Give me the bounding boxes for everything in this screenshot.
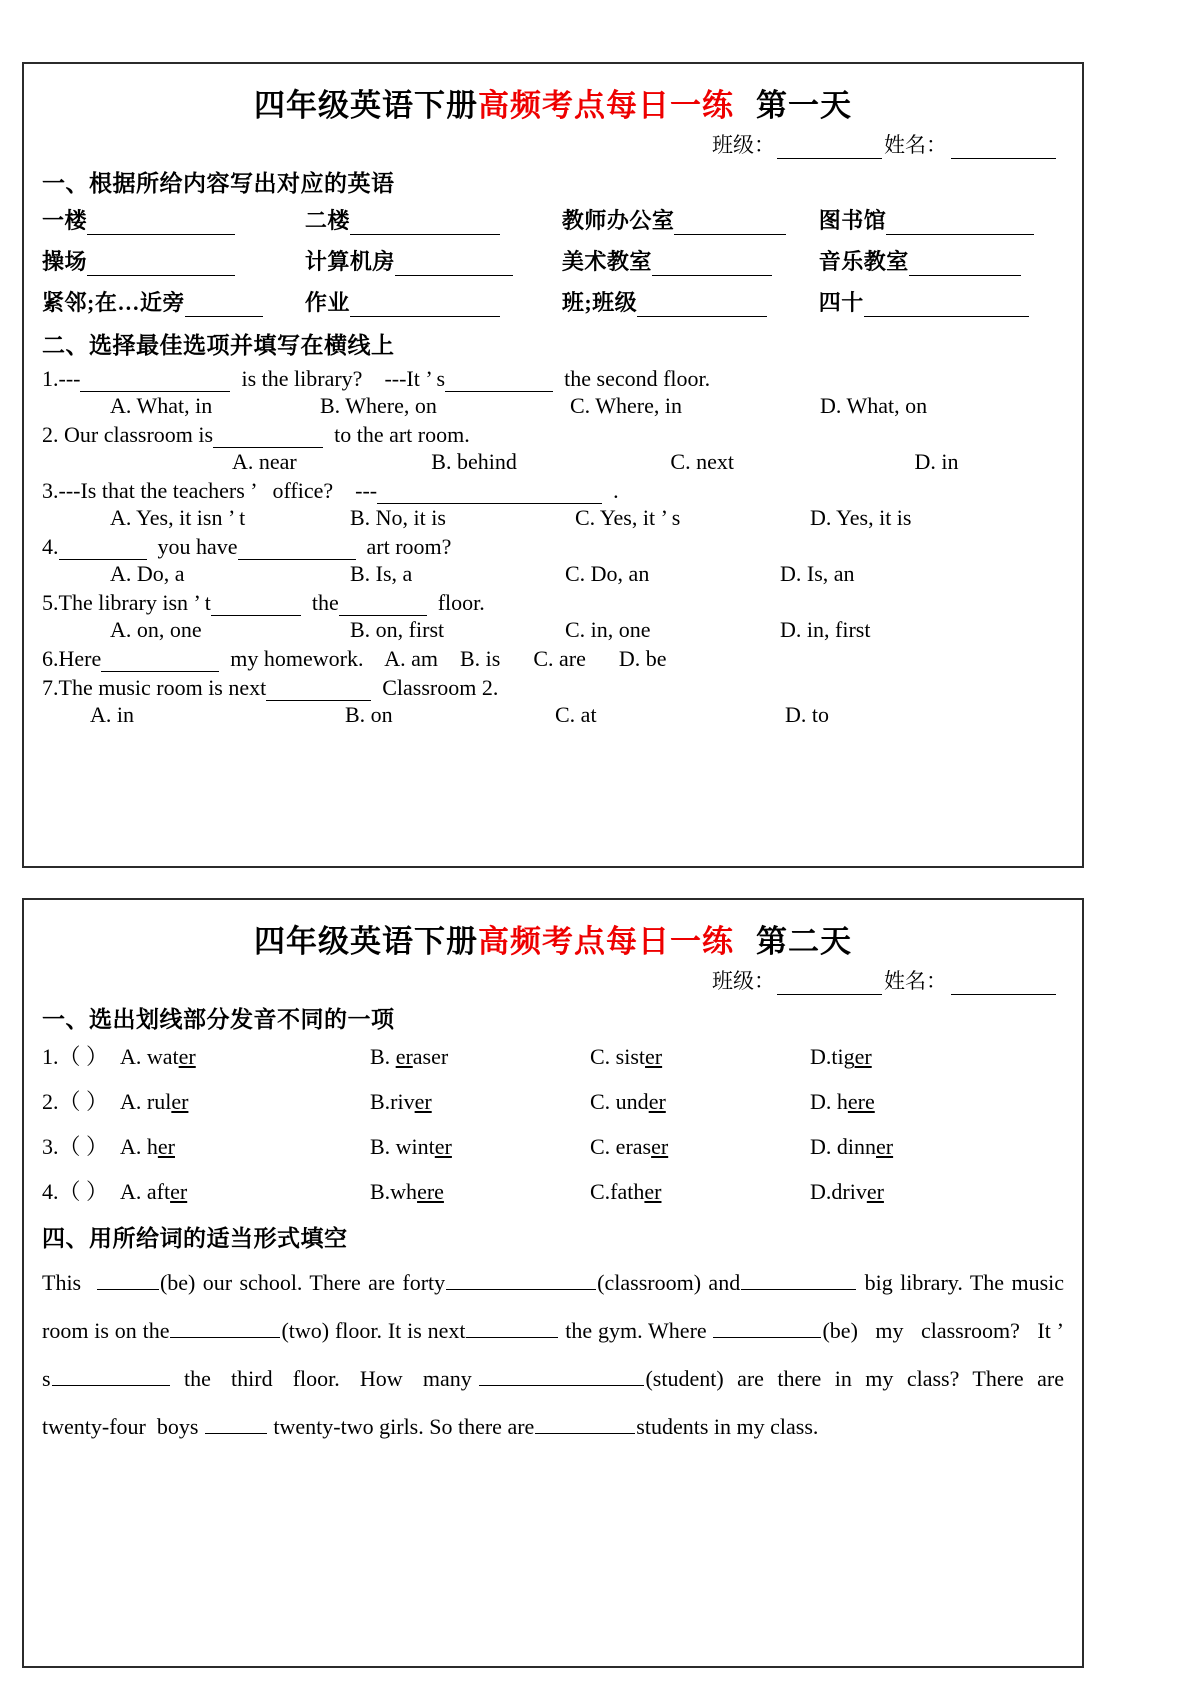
answer-blank[interactable] bbox=[350, 297, 500, 317]
question-text: 3.---Is that the teachers ’ office? --- bbox=[42, 478, 378, 503]
pronunciation-option[interactable] bbox=[120, 1044, 370, 1070]
answer-blank[interactable] bbox=[535, 1415, 635, 1434]
vocabulary-item bbox=[305, 204, 562, 235]
underlined-part: ere bbox=[847, 1089, 875, 1114]
worksheet-day-2 bbox=[22, 898, 1084, 1668]
vocabulary-term: 计算机房 bbox=[304, 249, 395, 274]
vocabulary-row bbox=[42, 245, 1064, 276]
option-row bbox=[42, 702, 1064, 728]
vocabulary-term: 班;班级 bbox=[561, 290, 638, 315]
vocabulary-item bbox=[819, 204, 1064, 235]
worksheet-day-1 bbox=[22, 62, 1084, 868]
answer-blank[interactable] bbox=[350, 215, 500, 235]
vocabulary-grid bbox=[42, 204, 1064, 317]
vocabulary-row bbox=[42, 204, 1064, 235]
question-text: you have bbox=[146, 534, 238, 559]
section-heading-cloze: 四、用所给词的适当形式填空 bbox=[42, 1226, 348, 1251]
option-choice[interactable]: A. near bbox=[232, 449, 297, 474]
vocabulary-item bbox=[42, 245, 305, 276]
word-part: B.riv bbox=[370, 1089, 415, 1114]
option-choice[interactable]: C. next bbox=[670, 449, 734, 474]
word-part: B. bbox=[370, 1044, 396, 1069]
vocabulary-term: 四十 bbox=[818, 290, 864, 315]
question-text: the second floor. bbox=[553, 366, 711, 391]
vocabulary-term: 作业 bbox=[304, 290, 350, 315]
question-text: floor. bbox=[426, 590, 485, 615]
vocabulary-item bbox=[305, 286, 562, 317]
student-info-row-2 bbox=[42, 965, 1056, 995]
underlined-part: er bbox=[171, 1089, 189, 1114]
answer-blank[interactable] bbox=[80, 372, 230, 392]
underlined-part: er bbox=[395, 1044, 413, 1069]
option-choice[interactable]: A. in bbox=[90, 702, 134, 727]
cloze-text: students in my class. bbox=[636, 1414, 819, 1439]
question-stem bbox=[42, 590, 1064, 616]
answer-blank[interactable] bbox=[741, 1271, 856, 1290]
cloze-text: (be) our school. There are forty bbox=[159, 1270, 446, 1295]
title-day: 第二天 bbox=[756, 924, 852, 959]
question-stem bbox=[42, 478, 1064, 504]
question-text: my homework. A. am B. is C. are D. be bbox=[219, 646, 667, 671]
section-heading-1: 一、根据所给内容写出对应的英语 bbox=[42, 171, 395, 196]
question-text: Classroom 2. bbox=[371, 675, 499, 700]
question-text: 2. Our classroom is bbox=[42, 422, 214, 447]
answer-blank[interactable] bbox=[445, 372, 553, 392]
pronunciation-row bbox=[42, 1130, 1064, 1161]
option-choice[interactable]: C. in, one bbox=[565, 617, 651, 642]
cloze-text: (student) are there in my class? There are twenty-four boys bbox=[42, 1366, 1075, 1439]
pronunciation-option[interactable] bbox=[120, 1179, 370, 1205]
question-text: 7.The music room is next bbox=[42, 675, 267, 700]
word-part: C. sist bbox=[590, 1044, 646, 1069]
question-text: 6.Here bbox=[42, 646, 102, 671]
vocabulary-item bbox=[562, 204, 819, 235]
pronunciation-option[interactable] bbox=[810, 1134, 970, 1160]
option-choice[interactable]: D. in bbox=[914, 449, 959, 474]
name-label: 姓名： bbox=[884, 969, 947, 993]
vocabulary-term: 图书馆 bbox=[818, 208, 887, 233]
cloze-text: (classroom) and bbox=[597, 1270, 741, 1295]
option-choice[interactable]: D. in, first bbox=[780, 617, 871, 642]
vocabulary-term: 二楼 bbox=[304, 208, 350, 233]
pronunciation-option[interactable] bbox=[590, 1179, 810, 1205]
answer-blank[interactable] bbox=[266, 681, 371, 701]
word-part: C. eras bbox=[590, 1134, 652, 1159]
word-part: C. und bbox=[590, 1089, 649, 1114]
option-choice[interactable]: D. Yes, it is bbox=[810, 505, 912, 530]
underlined-part: ere bbox=[417, 1179, 444, 1204]
word-part: B. wint bbox=[370, 1134, 435, 1159]
pronunciation-row bbox=[42, 1085, 1064, 1116]
answer-blank[interactable] bbox=[97, 1271, 159, 1290]
class-label: 班级： bbox=[712, 133, 775, 157]
cloze-text: the third floor. How many bbox=[170, 1366, 479, 1391]
pronunciation-option[interactable] bbox=[370, 1179, 590, 1205]
vocabulary-term: 教师办公室 bbox=[561, 208, 675, 233]
pronunciation-option[interactable] bbox=[590, 1044, 810, 1070]
vocabulary-item bbox=[819, 286, 1064, 317]
name-input-blank[interactable] bbox=[951, 974, 1056, 995]
option-row bbox=[42, 393, 1064, 419]
title-day: 第一天 bbox=[756, 88, 852, 123]
pronunciation-option[interactable] bbox=[810, 1089, 970, 1115]
word-part: D. h bbox=[810, 1089, 848, 1114]
option-choice[interactable]: B. on, first bbox=[350, 617, 445, 642]
cloze-paragraph bbox=[42, 1259, 1075, 1451]
word-part: aser bbox=[412, 1044, 449, 1069]
pronunciation-question-list bbox=[42, 1040, 1064, 1206]
answer-blank[interactable] bbox=[377, 484, 602, 504]
option-choice[interactable]: C. Do, an bbox=[565, 561, 650, 586]
answer-blank[interactable] bbox=[205, 1415, 267, 1434]
option-choice[interactable]: B. behind bbox=[431, 449, 517, 474]
vocabulary-term: 美术教室 bbox=[561, 249, 652, 274]
name-label: 姓名： bbox=[884, 133, 947, 157]
pronunciation-option[interactable] bbox=[370, 1089, 590, 1115]
cloze-text: (two) floor. It is next bbox=[281, 1318, 466, 1343]
pronunciation-option[interactable] bbox=[810, 1044, 970, 1070]
answer-blank[interactable] bbox=[339, 596, 427, 616]
option-row bbox=[42, 561, 1064, 587]
answer-blank[interactable] bbox=[909, 256, 1021, 276]
option-choice[interactable]: C. Where, in bbox=[570, 393, 683, 418]
vocabulary-term: 操场 bbox=[42, 249, 88, 274]
class-label: 班级： bbox=[712, 969, 775, 993]
pronunciation-option[interactable] bbox=[120, 1134, 370, 1160]
answer-bracket[interactable]: 3.（ ） bbox=[42, 1134, 109, 1159]
answer-blank[interactable] bbox=[213, 428, 323, 448]
question-stem bbox=[42, 366, 1064, 392]
pronunciation-row bbox=[42, 1175, 1064, 1206]
title-highlight: 高频考点每日一练 bbox=[478, 88, 734, 123]
word-part: A. rul bbox=[120, 1089, 172, 1114]
vocabulary-item bbox=[305, 245, 562, 276]
underlined-part: er bbox=[170, 1179, 188, 1204]
answer-blank[interactable] bbox=[466, 1319, 558, 1338]
underlined-part: er bbox=[414, 1089, 432, 1114]
option-choice[interactable]: A. What, in bbox=[110, 393, 213, 418]
pronunciation-option[interactable] bbox=[590, 1089, 810, 1115]
answer-bracket[interactable]: 2.（ ） bbox=[42, 1089, 109, 1114]
vocabulary-term: 音乐教室 bbox=[818, 249, 909, 274]
question-text: 5.The library isn ’ t bbox=[42, 590, 211, 615]
page-title-2 bbox=[42, 916, 1064, 961]
cloze-text: big library. The music room is on the bbox=[42, 1270, 1070, 1343]
pronunciation-option[interactable] bbox=[590, 1134, 810, 1160]
question-stem bbox=[42, 675, 1064, 701]
word-part: C.fath bbox=[590, 1179, 645, 1204]
answer-blank[interactable] bbox=[101, 652, 219, 672]
pronunciation-option[interactable] bbox=[120, 1089, 370, 1115]
option-choice[interactable]: D. to bbox=[785, 702, 829, 727]
word-part: A. aft bbox=[120, 1179, 171, 1204]
cloze-text: This bbox=[42, 1270, 96, 1295]
answer-blank[interactable] bbox=[87, 256, 235, 276]
question-text: the bbox=[300, 590, 339, 615]
question-stem bbox=[42, 422, 1064, 448]
underlined-part: er bbox=[866, 1179, 884, 1204]
title-prefix: 四年级英语下册 bbox=[254, 924, 478, 959]
title-highlight: 高频考点每日一练 bbox=[478, 924, 734, 959]
answer-blank[interactable] bbox=[170, 1319, 280, 1338]
question-stem bbox=[42, 534, 1064, 560]
answer-blank[interactable] bbox=[59, 540, 147, 560]
question-text: . bbox=[602, 478, 619, 503]
question-stem bbox=[42, 646, 1064, 672]
option-choice[interactable]: A. on, one bbox=[110, 617, 202, 642]
vocabulary-item bbox=[562, 245, 819, 276]
answer-blank[interactable] bbox=[211, 596, 301, 616]
underlined-part: er bbox=[645, 1044, 663, 1069]
class-input-blank[interactable] bbox=[777, 974, 882, 995]
answer-blank[interactable] bbox=[713, 1319, 821, 1338]
answer-bracket[interactable]: 1.（ ） bbox=[42, 1044, 109, 1069]
section-heading-pronunciation: 一、选出划线部分发音不同的一项 bbox=[42, 1007, 395, 1032]
vocabulary-term: 一楼 bbox=[42, 208, 88, 233]
option-choice[interactable]: B. No, it is bbox=[350, 505, 446, 530]
word-part: D.driv bbox=[810, 1179, 867, 1204]
question-text: 4. bbox=[42, 534, 59, 559]
question-text: art room? bbox=[355, 534, 452, 559]
answer-bracket[interactable]: 4.（ ） bbox=[42, 1179, 109, 1204]
underlined-part: er bbox=[876, 1134, 894, 1159]
option-choice[interactable]: A. Yes, it isn ’ t bbox=[110, 505, 246, 530]
option-row bbox=[42, 505, 1064, 531]
answer-blank[interactable] bbox=[637, 297, 767, 317]
pronunciation-option[interactable] bbox=[370, 1134, 590, 1160]
answer-blank[interactable] bbox=[479, 1367, 644, 1386]
pronunciation-option[interactable] bbox=[370, 1044, 590, 1070]
answer-blank[interactable] bbox=[674, 215, 786, 235]
word-part: D. dinn bbox=[810, 1134, 876, 1159]
answer-blank[interactable] bbox=[87, 215, 235, 235]
pronunciation-row bbox=[42, 1040, 1064, 1071]
option-choice[interactable]: C. Yes, it ’ s bbox=[575, 505, 681, 530]
option-choice[interactable]: B. on bbox=[345, 702, 393, 727]
answer-blank[interactable] bbox=[652, 256, 772, 276]
word-part: A. h bbox=[120, 1134, 158, 1159]
title-prefix: 四年级英语下册 bbox=[254, 88, 478, 123]
word-part: D.tig bbox=[810, 1044, 855, 1069]
underlined-part: er bbox=[157, 1134, 175, 1159]
pronunciation-option[interactable] bbox=[810, 1179, 970, 1205]
answer-blank[interactable] bbox=[886, 215, 1034, 235]
question-text: is the library? ---It ’ s bbox=[230, 366, 446, 391]
answer-blank[interactable] bbox=[446, 1271, 596, 1290]
vocabulary-term: 紧邻;在…近旁 bbox=[42, 290, 185, 315]
answer-blank[interactable] bbox=[238, 540, 356, 560]
answer-blank[interactable] bbox=[864, 297, 1029, 317]
option-choice[interactable]: C. at bbox=[555, 702, 597, 727]
underlined-part: er bbox=[178, 1044, 196, 1069]
option-choice[interactable]: B. Is, a bbox=[350, 561, 413, 586]
multiple-choice-list bbox=[42, 366, 1064, 728]
underlined-part: er bbox=[651, 1134, 669, 1159]
cloze-text: the gym. Where bbox=[559, 1318, 713, 1343]
option-choice[interactable]: B. Where, on bbox=[320, 393, 437, 418]
word-part: A. wat bbox=[120, 1044, 179, 1069]
section-heading-2: 二、选择最佳选项并填写在横线上 bbox=[42, 333, 395, 358]
underlined-part: er bbox=[434, 1134, 452, 1159]
vocabulary-item bbox=[42, 204, 305, 235]
vocabulary-row bbox=[42, 286, 1064, 317]
underlined-part: er bbox=[644, 1179, 662, 1204]
underlined-part: er bbox=[854, 1044, 872, 1069]
answer-blank[interactable] bbox=[395, 256, 513, 276]
answer-blank[interactable] bbox=[52, 1367, 170, 1386]
underlined-part: er bbox=[648, 1089, 666, 1114]
option-row bbox=[42, 449, 1064, 475]
vocabulary-item bbox=[562, 286, 819, 317]
option-choice[interactable]: D. What, on bbox=[820, 393, 928, 418]
name-input-blank[interactable] bbox=[951, 138, 1056, 159]
student-info-row bbox=[42, 129, 1056, 159]
page-title bbox=[42, 80, 1064, 125]
class-input-blank[interactable] bbox=[777, 138, 882, 159]
question-text: to the art room. bbox=[323, 422, 470, 447]
option-row bbox=[42, 617, 1064, 643]
option-choice[interactable]: D. Is, an bbox=[780, 561, 855, 586]
word-part: B.wh bbox=[370, 1179, 418, 1204]
answer-blank[interactable] bbox=[185, 297, 263, 317]
vocabulary-item bbox=[819, 245, 1064, 276]
cloze-text: (be) my classroom? It ’ s bbox=[42, 1318, 1070, 1391]
cloze-text: twenty-two girls. So there are bbox=[267, 1414, 535, 1439]
option-choice[interactable]: A. Do, a bbox=[110, 561, 185, 586]
vocabulary-item bbox=[42, 286, 305, 317]
question-text: 1.--- bbox=[42, 366, 81, 391]
